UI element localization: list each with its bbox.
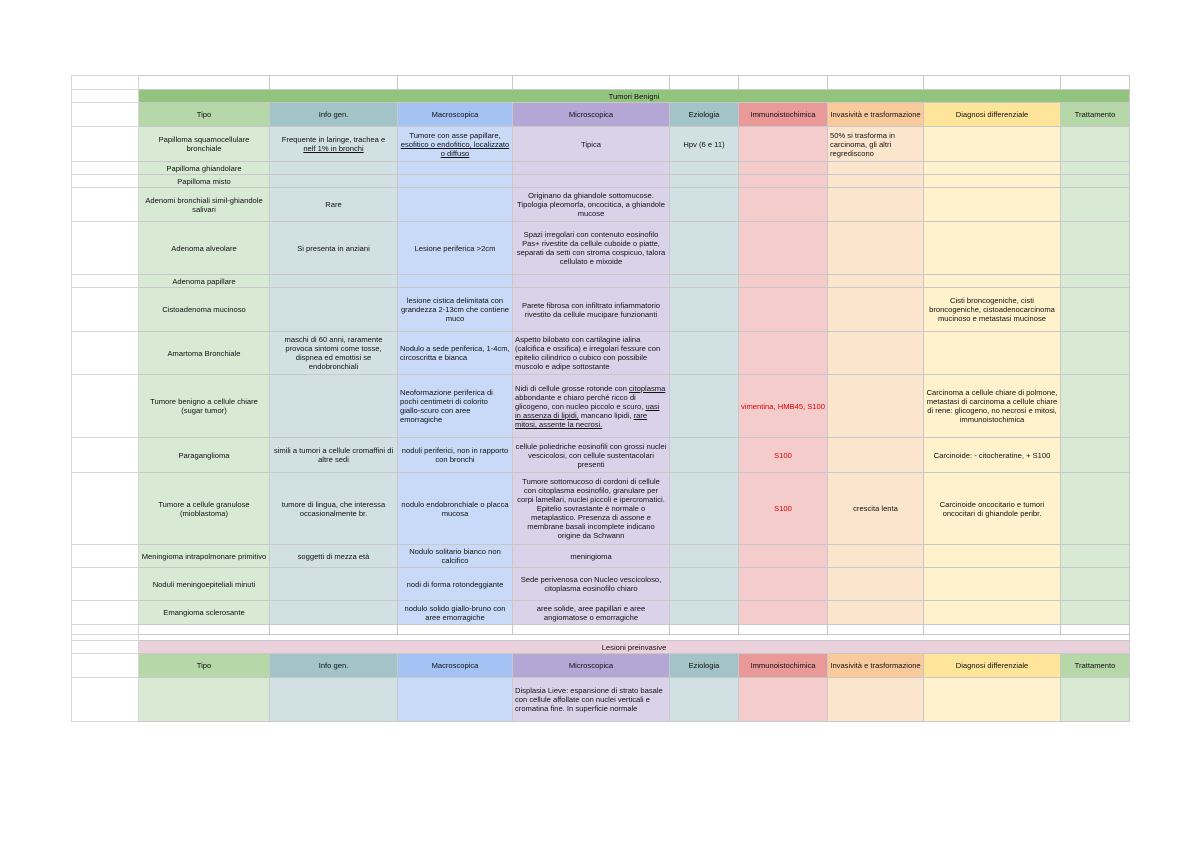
cell-tipo: Tumore a cellule granulose (mioblastoma) bbox=[139, 473, 270, 545]
cell-tratt bbox=[1061, 601, 1130, 625]
cell-inv bbox=[828, 601, 924, 625]
cell-immuno: S100 bbox=[739, 473, 828, 545]
cell-info bbox=[270, 162, 398, 175]
header-tipo: Tipo bbox=[139, 654, 270, 678]
spreadsheet bbox=[71, 75, 1129, 722]
cell-info: simili a tumori a cellule cromaffini di altre sedi bbox=[270, 438, 398, 473]
header-micro: Microscopica bbox=[513, 103, 670, 127]
table-row bbox=[72, 568, 1130, 601]
cell-tratt bbox=[1061, 568, 1130, 601]
cell-tratt bbox=[1061, 473, 1130, 545]
cell-info: Si presenta in anziani bbox=[270, 222, 398, 275]
cell-macro: lesione cistica delimitata con grandezza 2-13cm che contiene muco bbox=[398, 288, 513, 332]
header-macro: Macroscopica bbox=[398, 654, 513, 678]
cell-micro: Tumore sottomucoso di cordoni di cellule con citoplasma eosinofilo, granulare per corpi lamellari, nuclei piccoli e ipercromatici. Epitelio sovrastante è normale o metaplastico. Presenza di assone e membrane basali incomplete indicano origine da Schwann bbox=[513, 473, 670, 545]
cell-immuno bbox=[739, 568, 828, 601]
cell-immuno: S100 bbox=[739, 438, 828, 473]
cell-tratt bbox=[1061, 127, 1130, 162]
cell-ezio bbox=[670, 545, 739, 568]
cell-tipo: Tumore benigno a cellule chiare (sugar tumor) bbox=[139, 375, 270, 438]
cell-tratt bbox=[1061, 332, 1130, 375]
cell-micro: meningioma bbox=[513, 545, 670, 568]
cell-inv bbox=[828, 288, 924, 332]
cell-macro: Nodulo a sede periferica, 1-4cm, circoscritta e bianca bbox=[398, 332, 513, 375]
table-row bbox=[72, 175, 1130, 188]
section-title-benigni: Tumori Benigni bbox=[139, 90, 1130, 103]
cell-tratt bbox=[1061, 288, 1130, 332]
cell-immuno bbox=[739, 127, 828, 162]
table-row bbox=[72, 678, 1130, 722]
cell-inv bbox=[828, 222, 924, 275]
cell-macro: nodi di forma rotondeggiante bbox=[398, 568, 513, 601]
cell-micro: Spazi irregolari con contenuto eosinofilo Pas+ rivestite da cellule cuboide o piatte, separati da setti con stroma cospicuo, talora cellulato e mixoide bbox=[513, 222, 670, 275]
header-row bbox=[72, 103, 1130, 127]
cell-macro: nodulo solido giallo-bruno con aree emorragiche bbox=[398, 601, 513, 625]
cell-ezio bbox=[670, 438, 739, 473]
cell-inv bbox=[828, 175, 924, 188]
cell-macro: nodulo endobronchiale o placca mucosa bbox=[398, 473, 513, 545]
cell-ezio bbox=[670, 222, 739, 275]
cell-tipo: Papilloma ghiandolare bbox=[139, 162, 270, 175]
cell-immuno: vimentina, HMB45, S100 bbox=[739, 375, 828, 438]
cell-micro: Parete fibrosa con infiltrato infiammatorio rivestito da cellule mucipare funzionanti bbox=[513, 288, 670, 332]
cell-inv: 50% si trasforma in carcinoma, gli altri regrediscono bbox=[828, 127, 924, 162]
cell-diag bbox=[924, 175, 1061, 188]
cell-micro: Aspetto bilobato con cartilagine ialina (calcifica e ossifica) e irregolari fessure con epitelio cilindrico o cubico con possibile muscolo e adipe sottostante bbox=[513, 332, 670, 375]
cell-tratt bbox=[1061, 162, 1130, 175]
table-row bbox=[72, 332, 1130, 375]
cell-macro bbox=[398, 678, 513, 722]
cell-macro: Neoformazione periferica di pochi centimetri di colorito giallo-scuro con aree emorragiche bbox=[398, 375, 513, 438]
cell-micro: Tipica bbox=[513, 127, 670, 162]
header-ezio: Eziologia bbox=[670, 654, 739, 678]
cell-immuno bbox=[739, 545, 828, 568]
cell-micro bbox=[513, 175, 670, 188]
cell-tipo: Meningioma intrapolmonare primitivo bbox=[139, 545, 270, 568]
cell-tipo: Papilloma squamocellulare bronchiale bbox=[139, 127, 270, 162]
cell-ezio: Hpv (6 e 11) bbox=[670, 127, 739, 162]
cell-tratt bbox=[1061, 438, 1130, 473]
cell-info: tumore di lingua, che interessa occasionalmente br. bbox=[270, 473, 398, 545]
cell-diag: Carcinoma a cellule chiare di polmone, metastasi di carcinoma a cellule chiare di rene: glicogeno, no necrosi e mitosi, immunoistochimica bbox=[924, 375, 1061, 438]
cell-info: Rare bbox=[270, 188, 398, 222]
table-row bbox=[72, 162, 1130, 175]
cell-diag: Cisti broncogeniche, cisti broncogeniche, cistoadenocarcinoma mucinoso e metastasi mucinose bbox=[924, 288, 1061, 332]
header-info: Info gen. bbox=[270, 654, 398, 678]
cell-immuno bbox=[739, 332, 828, 375]
cell-info bbox=[270, 375, 398, 438]
cell-tratt bbox=[1061, 375, 1130, 438]
cell-micro: Sede perivenosa con Nucleo vescicoloso, citoplasma eosinofilo chiaro bbox=[513, 568, 670, 601]
cell-tipo: Paraganglioma bbox=[139, 438, 270, 473]
cell-inv: crescita lenta bbox=[828, 473, 924, 545]
cell-diag bbox=[924, 222, 1061, 275]
header-inv: Invasività e trasformazione bbox=[828, 103, 924, 127]
cell-diag bbox=[924, 127, 1061, 162]
cell-ezio bbox=[670, 473, 739, 545]
cell-ezio bbox=[670, 568, 739, 601]
cell-tipo: Adenoma alveolare bbox=[139, 222, 270, 275]
cell-inv bbox=[828, 188, 924, 222]
cell-tipo: Papilloma misto bbox=[139, 175, 270, 188]
cell-immuno bbox=[739, 188, 828, 222]
cell-inv bbox=[828, 568, 924, 601]
cell-immuno bbox=[739, 678, 828, 722]
table-row bbox=[72, 127, 1130, 162]
section-banner-row bbox=[72, 90, 1130, 103]
cell-inv bbox=[828, 438, 924, 473]
cell-ezio bbox=[670, 175, 739, 188]
cell-immuno bbox=[739, 162, 828, 175]
cell-info: soggetti di mezza età bbox=[270, 545, 398, 568]
cell-ezio bbox=[670, 288, 739, 332]
cell-diag: Carcinoide: - citocheratine, + S100 bbox=[924, 438, 1061, 473]
cell-immuno bbox=[739, 275, 828, 288]
section-banner-row bbox=[72, 641, 1130, 654]
table-row bbox=[72, 288, 1130, 332]
cell-info bbox=[270, 568, 398, 601]
cell-diag bbox=[924, 678, 1061, 722]
cell-ezio bbox=[670, 162, 739, 175]
cell-tipo bbox=[139, 678, 270, 722]
cell-macro bbox=[398, 275, 513, 288]
cell-tipo: Adenomi bronchiali simil-ghiandole salivari bbox=[139, 188, 270, 222]
cell-diag bbox=[924, 275, 1061, 288]
cell-tipo: Emangioma sclerosante bbox=[139, 601, 270, 625]
cell-tipo: Adenoma papillare bbox=[139, 275, 270, 288]
cell-tratt bbox=[1061, 545, 1130, 568]
cell-ezio bbox=[670, 188, 739, 222]
cell-diag bbox=[924, 188, 1061, 222]
cell-micro bbox=[513, 162, 670, 175]
tumori-table bbox=[71, 75, 1130, 722]
cell-inv bbox=[828, 375, 924, 438]
header-diag: Diagnosi differenziale bbox=[924, 103, 1061, 127]
cell-macro: Lesione periferica >2cm bbox=[398, 222, 513, 275]
header-inv: Invasività e trasformazione bbox=[828, 654, 924, 678]
table-row bbox=[72, 545, 1130, 568]
cell-macro bbox=[398, 175, 513, 188]
header-tratt: Trattamento bbox=[1061, 654, 1130, 678]
cell-ezio bbox=[670, 375, 739, 438]
cell-macro: Nodulo solitario bianco non calcifico bbox=[398, 545, 513, 568]
cell-tipo: Cistoadenoma mucinoso bbox=[139, 288, 270, 332]
cell-info bbox=[270, 678, 398, 722]
cell-info: maschi di 60 anni, raramente provoca sintomi come tosse, dispnea ed emottisi se endobronchiali bbox=[270, 332, 398, 375]
cell-info bbox=[270, 288, 398, 332]
header-tipo: Tipo bbox=[139, 103, 270, 127]
header-diag: Diagnosi differenziale bbox=[924, 654, 1061, 678]
header-micro: Microscopica bbox=[513, 654, 670, 678]
cell-micro: Nidi di cellule grosse rotonde con citoplasma abbondante e chiaro perché ricco di glicogeno, con nucleo piccolo e scuro, uasi in assenza di lipidi, mancano lipidi, rare mitosi, assente la necrosi. bbox=[513, 375, 670, 438]
table-row bbox=[72, 438, 1130, 473]
section-title-preinvasive: Lesioni preinvasive bbox=[139, 641, 1130, 654]
cell-ezio bbox=[670, 678, 739, 722]
table-row bbox=[72, 375, 1130, 438]
cell-immuno bbox=[739, 288, 828, 332]
cell-immuno bbox=[739, 601, 828, 625]
cell-ezio bbox=[670, 601, 739, 625]
table-row bbox=[72, 188, 1130, 222]
cell-micro: Originano da ghiandole sottomucose. Tipologia pleomorfa, oncocitica, a ghiandole mucose bbox=[513, 188, 670, 222]
header-row bbox=[72, 654, 1130, 678]
cell-tipo: Noduli meningoepiteliali minuti bbox=[139, 568, 270, 601]
cell-tratt bbox=[1061, 222, 1130, 275]
cell-inv bbox=[828, 545, 924, 568]
cell-tratt bbox=[1061, 275, 1130, 288]
cell-macro bbox=[398, 162, 513, 175]
cell-macro: Tumore con asse papillare, esofitico o endofitico, localizzato o diffuso bbox=[398, 127, 513, 162]
table-row bbox=[72, 222, 1130, 275]
cell-inv bbox=[828, 678, 924, 722]
cell-micro bbox=[513, 275, 670, 288]
cell-ezio bbox=[670, 275, 739, 288]
cell-immuno bbox=[739, 222, 828, 275]
cell-micro: cellule poliedriche eosinofili con grossi nuclei vescicolosi, con cellule sustentacolari presenti bbox=[513, 438, 670, 473]
cell-tipo: Amartoma Bronchiale bbox=[139, 332, 270, 375]
header-ezio: Eziologia bbox=[670, 103, 739, 127]
cell-diag bbox=[924, 601, 1061, 625]
cell-inv bbox=[828, 162, 924, 175]
cell-immuno bbox=[739, 175, 828, 188]
cell-info: Frequente in laringe, trachea e nelf 1% in bronchi bbox=[270, 127, 398, 162]
table-row bbox=[72, 473, 1130, 545]
header-macro: Macroscopica bbox=[398, 103, 513, 127]
cell-info bbox=[270, 275, 398, 288]
cell-info bbox=[270, 175, 398, 188]
cell-inv bbox=[828, 332, 924, 375]
cell-ezio bbox=[670, 332, 739, 375]
header-immuno: Immunoistochimica bbox=[739, 103, 828, 127]
header-info: Info gen. bbox=[270, 103, 398, 127]
cell-inv bbox=[828, 275, 924, 288]
empty-row bbox=[72, 625, 1130, 635]
cell-tratt bbox=[1061, 188, 1130, 222]
empty-row bbox=[72, 76, 1130, 90]
table-row bbox=[72, 601, 1130, 625]
cell-macro: noduli periferici, non in rapporto con bronchi bbox=[398, 438, 513, 473]
cell-micro: aree solide, aree papillari e aree angiomatose o emorragiche bbox=[513, 601, 670, 625]
cell-diag: Carcinoide oncocitario e tumori oncocitari di ghiandole peribr. bbox=[924, 473, 1061, 545]
cell-tratt bbox=[1061, 175, 1130, 188]
cell-tratt bbox=[1061, 678, 1130, 722]
cell-diag bbox=[924, 545, 1061, 568]
cell-macro bbox=[398, 188, 513, 222]
cell-micro: Displasia Lieve: espansione di strato basale con cellule affollate con nuclei verticali e cromatina fine. In superficie normale bbox=[513, 678, 670, 722]
table-row bbox=[72, 275, 1130, 288]
header-tratt: Trattamento bbox=[1061, 103, 1130, 127]
cell-diag bbox=[924, 568, 1061, 601]
header-immuno: Immunoistochimica bbox=[739, 654, 828, 678]
cell-info bbox=[270, 601, 398, 625]
cell-diag bbox=[924, 332, 1061, 375]
cell-diag bbox=[924, 162, 1061, 175]
